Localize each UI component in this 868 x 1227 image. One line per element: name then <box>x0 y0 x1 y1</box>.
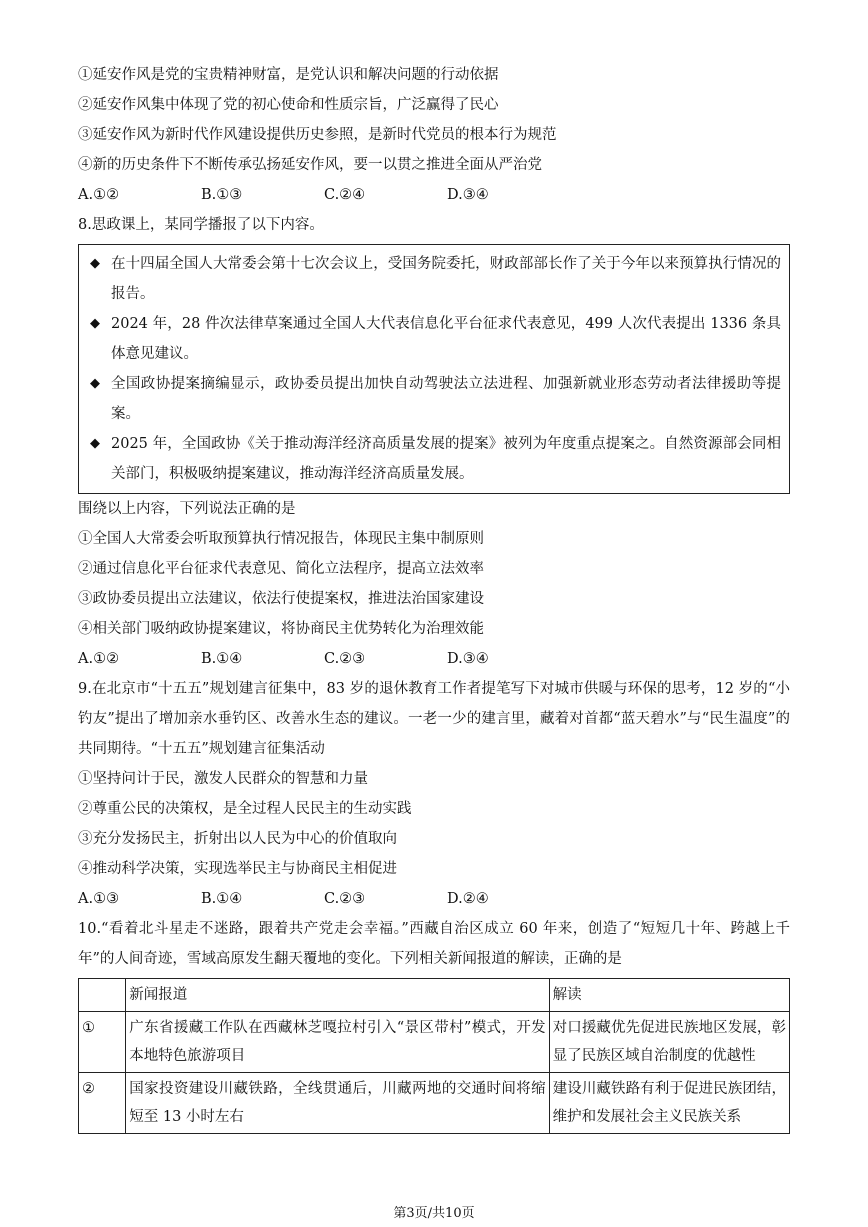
choice-d: D.③④ <box>447 651 489 667</box>
q7-option: ④新的历史条件下不断传承弘扬延安作风，要一以贯之推进全面从严治党 <box>78 157 542 173</box>
choice-a: A.①② <box>78 651 120 667</box>
q9-option: ③充分发扬民主，折射出以人民为中心的价值取向 <box>78 831 397 847</box>
table-cell: 对口援藏优先促进民族地区发展，彰显了民族区域自治制度的优越性 <box>549 1012 789 1073</box>
table-cell: ② <box>79 1073 126 1134</box>
choice-a: A.①③ <box>78 891 120 907</box>
diamond-bullet-icon: ◆ <box>90 436 100 451</box>
table-cell: 国家投资建设川藏铁路，全线贯通后，川藏两地的交通时间将缩短至 13 小时左右 <box>126 1073 549 1134</box>
exam-page <box>78 60 790 1134</box>
q8-option: ④相关部门吸纳政协提案建议，将协商民主优势转化为治理效能 <box>78 621 484 637</box>
diamond-bullet-icon: ◆ <box>90 316 100 331</box>
table-cell: 建设川藏铁路有利于促进民族团结，维护和发展社会主义民族关系 <box>549 1073 789 1134</box>
choice-d: D.②④ <box>447 891 489 907</box>
choice-a: A.①② <box>78 187 120 203</box>
bullet-text: 2025 年，全国政协《关于推动海洋经济高质量发展的提案》被列为年度重点提案之。自然资源部会同相关部门，积极吸纳提案建议，推动海洋经济高质量发展。 <box>111 436 781 482</box>
page-footer: 第3页/共10页 <box>393 1206 475 1221</box>
table-header: 新闻报道 <box>126 979 549 1012</box>
q9-option: ②尊重公民的决策权，是全过程人民民主的生动实践 <box>78 801 412 817</box>
table-header <box>79 979 126 1012</box>
choice-b: B.①④ <box>201 891 243 907</box>
q8-question: 围绕以上内容，下列说法正确的是 <box>78 501 296 517</box>
table-header: 解读 <box>549 979 789 1012</box>
q9-choices <box>78 884 790 914</box>
q9-option: ④推动科学决策，实现选举民主与协商民主相促进 <box>78 861 397 877</box>
choice-c: C.②③ <box>324 651 366 667</box>
q7-choices <box>78 180 790 210</box>
q9-stem: 9.在北京市“十五五”规划建言征集中，83 岁的退休教育工作者提笔写下对城市供暖与环保的思考，12 岁的“小钓友”提出了增加亲水垂钓区、改善水生态的建议。一老一少的建言里，藏着对首都“蓝天碧水”与“民生温度”的共同期待。“十五五”规划建言征集活动 <box>78 681 790 757</box>
table-row <box>79 1073 790 1134</box>
table-header-row <box>79 979 790 1012</box>
choice-b: B.①④ <box>201 651 243 667</box>
list-item <box>79 309 789 369</box>
q8-option: ①全国人大常委会听取预算执行情况报告，体现民主集中制原则 <box>78 531 484 547</box>
choice-b: B.①③ <box>201 187 243 203</box>
q8-option: ③政协委员提出立法建议，依法行使提案权，推进法治国家建设 <box>78 591 484 607</box>
q7-option: ②延安作风集中体现了党的初心使命和性质宗旨，广泛赢得了民心 <box>78 97 499 113</box>
list-item <box>79 429 789 489</box>
choice-c: C.②③ <box>324 891 366 907</box>
table-row <box>79 1012 790 1073</box>
choice-c: C.②④ <box>324 187 366 203</box>
q7-option: ①延安作风是党的宝贵精神财富，是党认识和解决问题的行动依据 <box>78 67 499 83</box>
q8-choices <box>78 644 790 674</box>
list-item <box>79 369 789 429</box>
table-cell: ① <box>79 1012 126 1073</box>
diamond-bullet-icon: ◆ <box>90 256 100 271</box>
q10-stem: 10.“看着北斗星走不迷路，跟着共产党走会幸福。”西藏自治区成立 60 年来，创造了“短短几十年、跨越上千年”的人间奇迹，雪域高原发生翻天覆地的变化。下列相关新闻报道的解读，正确的是 <box>78 921 790 967</box>
q8-news-box <box>78 244 790 494</box>
q9-option: ①坚持问计于民，激发人民群众的智慧和力量 <box>78 771 368 787</box>
q7-option: ③延安作风为新时代作风建设提供历史参照，是新时代党员的根本行为规范 <box>78 127 557 143</box>
bullet-text: 全国政协提案摘编显示，政协委员提出加快自动驾驶法立法进程、加强新就业形态劳动者法律援助等提案。 <box>111 376 781 422</box>
q8-option: ②通过信息化平台征求代表意见、简化立法程序，提高立法效率 <box>78 561 484 577</box>
q7-options <box>78 60 790 180</box>
bullet-text: 2024 年，28 件次法律草案通过全国人大代表信息化平台征求代表意见，499 人次代表提出 1336 条具体意见建议。 <box>111 316 781 362</box>
q10-table <box>78 978 790 1134</box>
choice-d: D.③④ <box>447 187 489 203</box>
diamond-bullet-icon: ◆ <box>90 376 100 391</box>
q8-stem: 8.思政课上，某同学播报了以下内容。 <box>78 217 324 233</box>
bullet-text: 在十四届全国人大常委会第十七次会议上，受国务院委托，财政部部长作了关于今年以来预算执行情况的报告。 <box>111 256 781 302</box>
list-item <box>79 249 789 309</box>
table-cell: 广东省援藏工作队在西藏林芝嘎拉村引入“景区带村”模式，开发本地特色旅游项目 <box>126 1012 549 1073</box>
